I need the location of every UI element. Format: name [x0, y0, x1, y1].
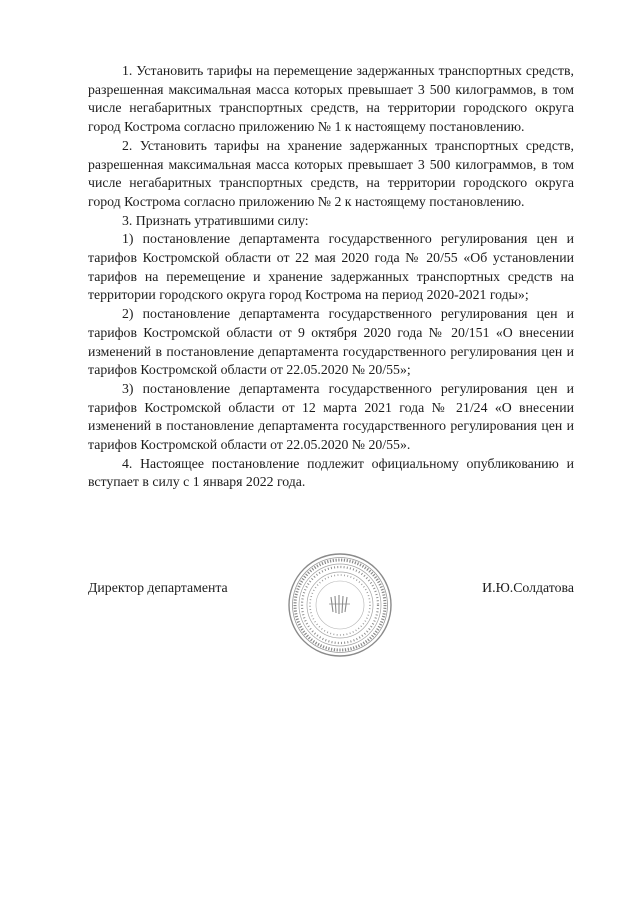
- signatory-position: Директор департамента: [88, 580, 228, 595]
- official-seal-icon: [287, 552, 393, 658]
- document-body: [88, 62, 574, 492]
- paragraph-item-3: 3. Признать утратившими силу:: [122, 212, 309, 228]
- paragraph-item-4: 4. Настоящее постановление подлежит официальному опубликованию и вступает в силу с 1 января 2022 года.: [88, 455, 574, 490]
- signatory-name: И.Ю.Солдатова: [482, 580, 574, 595]
- paragraph-subitem-2: 2) постановление департамента государственного регулирования цен и тарифов Костромской области от 9 октября 2020 года № 20/151 «О внесении изменений в постановление департамента государственного регулирования цен и тарифов Костромской области от 22.05.2020 № 20/55»;: [88, 306, 574, 378]
- paragraph-subitem-3: 3) постановление департамента государственного регулирования цен и тарифов Костромской области от 12 марта 2021 года № 21/24 «О внесении изменений в постановление департамента государственного регулирования цен и тарифов Костромской области от 22.05.2020 № 20/55».: [88, 380, 574, 453]
- paragraph-item-2: 2. Установить тарифы на хранение задержанных транспортных средств, разрешенная максимальная масса которых превышает 3 500 килограммов, в том числе негабаритных транспортных средств, на территории городского округа город Кострома согласно приложению № 2 к настоящему постановлению.: [88, 137, 574, 209]
- paragraph-item-1: 1. Установить тарифы на перемещение задержанных транспортных средств, разрешенная максимальная масса которых превышает 3 500 килограммов, в том числе негабаритных транспортных средств, на территории городского округа город Кострома согласно приложению № 1 к настоящему постановлению.: [88, 63, 574, 135]
- paragraph-subitem-1: 1) постановление департамента государственного регулирования цен и тарифов Костромской области от 22 мая 2020 года № 20/55 «Об установлении тарифов на перемещение и хранение задержанных транспортных средств на территории городского округа город Кострома на период 2020-2021 годы»;: [88, 231, 574, 303]
